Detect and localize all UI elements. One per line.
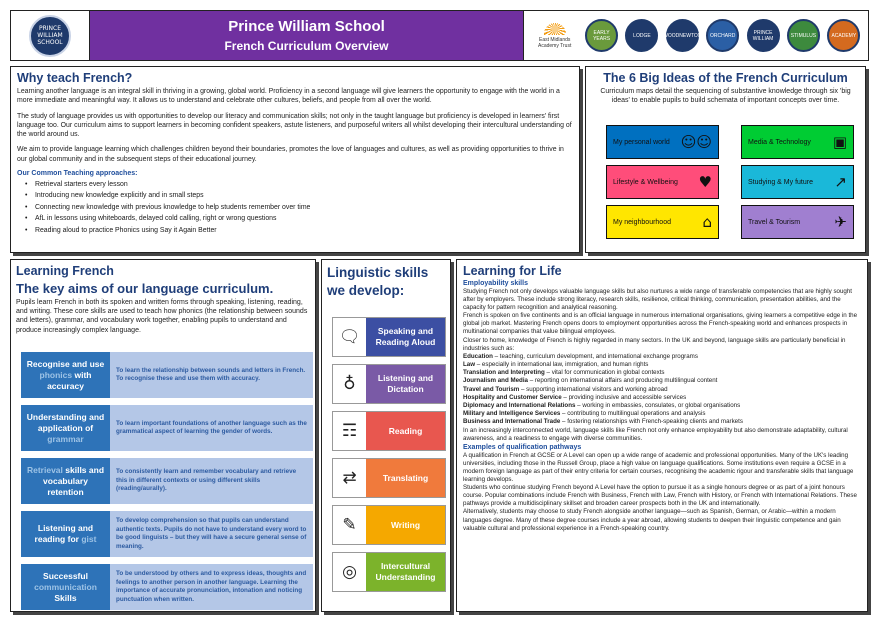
approach-item: • Connecting new knowledge with previous knowledge to help students remember over time xyxy=(35,202,573,213)
career-description: – providing inclusive and accessible services xyxy=(561,393,687,401)
linguistic-skills-panel xyxy=(321,259,451,612)
big-idea-label: Studying & My future xyxy=(748,178,813,186)
learning-title: Learning French xyxy=(16,264,114,278)
header-title-block xyxy=(90,11,523,60)
why-paragraph-2: The study of language provides us with opportunities to develop our literacy and communication skills; not only in the taught language but proficiency is developed in learners' first language too. Our curriculum aims to support learners in becoming confident speakers, astute listeners, and purposeful writers all whilst developing their intercultural understanding of the world around us. xyxy=(17,112,572,139)
partner-school-badge-icon xyxy=(706,19,739,52)
key-aim-post: skills and vocabulary retention xyxy=(43,464,105,497)
globe-icon: ◎ xyxy=(333,553,366,591)
partner-school-badge-icon xyxy=(585,19,618,52)
key-aim-heading xyxy=(21,405,110,451)
book-reader-icon: ☶ xyxy=(333,412,366,450)
key-aim-heading xyxy=(21,511,110,557)
qualification-paragraph-3: Alternatively, students may choose to study French alongside another language—such as Spanish, German, or Arabic—within a modern languages degree. Many of these degree courses include a year abroad, allowing students to deepen their linguistic competence and gain valuable cultural and professional experience in a French-speaking country. xyxy=(463,508,841,532)
big-idea-card xyxy=(741,165,854,199)
partner-badge-label: STIMULUS xyxy=(790,32,817,39)
key-aim-row xyxy=(21,458,313,504)
key-aim-heading xyxy=(21,458,110,504)
big-ideas-grid xyxy=(606,125,854,239)
translate-icon: ⇄ xyxy=(333,459,366,497)
header-banner xyxy=(10,10,869,61)
partner-badge-label: LODGE xyxy=(633,32,651,39)
trust-logo xyxy=(532,23,578,49)
big-idea-label: My personal world xyxy=(613,138,670,146)
partner-badge-label: WOODNEWTON xyxy=(663,32,702,39)
learning-french-panel xyxy=(10,259,316,612)
career-item xyxy=(463,353,861,361)
key-aim-highlight: grammar xyxy=(47,433,84,444)
career-name: Education xyxy=(463,352,493,360)
life-title: Learning for Life xyxy=(463,264,562,278)
skill-card xyxy=(332,458,446,498)
partner-badge-label: EARLY YEARS xyxy=(593,29,611,42)
skill-card xyxy=(332,505,446,545)
big-ideas-panel xyxy=(585,66,866,253)
why-paragraph-1: Learning another language is an integral skill in thriving in a growing, global world. Proficiency in a second language will give learners the opportunity to engage with the world in a more immediate and meaningful way. It allows us to understand and celebrate other cultures, beliefs, and people from all over the world. xyxy=(17,88,560,105)
key-aim-heading-text xyxy=(25,359,106,392)
big-idea-card xyxy=(606,165,719,199)
plane-icon: ✈ xyxy=(834,213,847,231)
career-name: Diplomacy and International Relations xyxy=(463,401,576,409)
why-teach-french-panel xyxy=(10,66,580,253)
skill-label: Speaking and Reading Aloud xyxy=(366,318,445,356)
page-subtitle: French Curriculum Overview xyxy=(224,38,389,53)
big-idea-label: Lifestyle & Wellbeing xyxy=(613,178,678,186)
career-item xyxy=(463,361,861,369)
people-icon: ☺☺ xyxy=(680,133,712,151)
key-aim-description: To learn important foundations of another language such as the grammatical aspect of learning the gender of words. xyxy=(110,405,313,451)
career-name: Law xyxy=(463,360,476,368)
key-aim-row xyxy=(21,352,313,398)
career-item xyxy=(463,410,861,418)
approach-item: • Retrieval starters every lesson xyxy=(35,179,573,190)
career-description: – teaching, curriculum development, and international exchange programs xyxy=(492,352,698,360)
career-name: Travel and Tourism xyxy=(463,385,520,393)
crest-label: PRINCE WILLIAM SCHOOL xyxy=(37,25,63,46)
learning-subtitle: The key aims of our language curriculum. xyxy=(16,281,274,296)
approach-item: • AfL in lessons using whiteboards, delayed cold calling, right or wrong questions xyxy=(35,213,573,224)
career-item xyxy=(463,402,861,410)
key-aim-pre: Listening and reading for xyxy=(34,523,94,544)
big-ideas-title: The 6 Big Ideas of the French Curriculum xyxy=(603,71,848,85)
skill-label: Writing xyxy=(366,506,445,544)
career-description: – reporting on international affairs and producing multilingual content xyxy=(527,377,718,385)
big-ideas-intro: Curriculum maps detail the sequencing of substantive knowledge through six 'big ideas' to enable pupils to build schemata of important concepts over time. xyxy=(600,88,851,104)
key-aim-row xyxy=(21,511,313,557)
career-name: Hospitality and Customer Service xyxy=(463,393,562,401)
qualification-title: Examples of qualification pathways xyxy=(463,443,582,451)
skill-card xyxy=(332,552,446,592)
pencil-icon: ✎ xyxy=(333,506,366,544)
qualification-paragraph-2: Students who continue studying French beyond A Level have the option to pursue it as a single honours degree or as part of a joint honours course. Popular combinations include French with Business, French with Law, French with History, or French with International Relations. These pathways provide a multidisciplinary skillset and broaden career prospects both in the UK and internationally. xyxy=(463,484,857,508)
career-description: – especially in international law, immigration, and human rights xyxy=(475,360,649,368)
key-aim-pre: Recognise and use xyxy=(26,358,105,369)
partner-school-badge-icon xyxy=(827,19,860,52)
big-idea-card xyxy=(741,205,854,239)
learning-for-life-panel xyxy=(456,259,868,612)
partner-school-badge-icon xyxy=(625,19,658,52)
ear-icon: ♁ xyxy=(333,365,366,403)
partner-badge-label: PRINCE WILLIAM xyxy=(752,29,774,42)
key-aim-heading-text xyxy=(25,523,106,545)
key-aim-highlight: Retrieval xyxy=(26,464,63,475)
employability-title: Employability skills xyxy=(463,280,528,287)
why-title: Why teach French? xyxy=(17,71,133,85)
key-aim-highlight: communication xyxy=(34,581,97,592)
key-aim-heading xyxy=(21,564,110,610)
skill-card xyxy=(332,317,446,357)
career-name: Translation and Interpreting xyxy=(463,369,545,377)
skill-card xyxy=(332,411,446,451)
approach-item: • Reading aloud to practice Phonics using Say it Again Better xyxy=(35,225,573,236)
big-idea-label: My neighbourhood xyxy=(613,218,671,226)
devices-icon: ▣ xyxy=(832,133,847,151)
partner-school-badge-icon xyxy=(787,19,820,52)
career-item xyxy=(463,386,861,394)
career-list xyxy=(463,353,861,427)
skill-label: Intercultural Understanding xyxy=(366,553,445,591)
career-item xyxy=(463,394,861,402)
skills-title: Linguistic skills we develop: xyxy=(327,265,429,298)
skill-label: Translating xyxy=(366,459,445,497)
employability-paragraph-3: Closer to home, knowledge of French is highly regarded in many sectors. In the UK and beyond, language skills are particularly beneficial in industries such as: xyxy=(463,336,846,352)
big-idea-card xyxy=(606,125,719,159)
key-aim-description: To be understood by others and to express ideas, thoughts and feelings to another person in another language. Learning the importance of accurate pronunciation, intonation and noticing punctuation when written. xyxy=(110,564,313,610)
career-description: – working in embassies, consulates, or global organisations xyxy=(575,401,741,409)
big-idea-label: Media & Technology xyxy=(748,138,811,146)
key-aim-heading-text xyxy=(25,465,106,498)
trust-name: East Midlands Academy Trust xyxy=(538,36,572,49)
key-aims-list xyxy=(21,352,313,617)
big-idea-card xyxy=(606,205,719,239)
career-name: Business and International Trade xyxy=(463,418,561,426)
partner-badge-label: ACADEMY xyxy=(831,32,857,39)
career-name: Journalism and Media xyxy=(463,377,528,385)
wellbeing-icon: ♥ xyxy=(698,173,712,191)
key-aim-row xyxy=(21,564,313,610)
partner-logos xyxy=(523,11,868,60)
approaches-list xyxy=(17,179,573,236)
key-aim-description: To develop comprehension so that pupils can understand authentic texts. Pupils do not have to understand every word to be good linguists – but they will have a secure general sense of meaning. xyxy=(110,511,313,557)
key-aim-highlight: gist xyxy=(81,534,97,544)
big-idea-label: Travel & Tourism xyxy=(748,218,801,226)
partner-school-badge-icon xyxy=(663,19,702,52)
key-aim-post: Skills xyxy=(54,592,77,603)
school-crest-icon xyxy=(29,15,71,57)
career-description: – fostering relationships with French-speaking clients and markets xyxy=(560,418,743,426)
career-item xyxy=(463,418,861,426)
partner-badge-label: ORCHARD xyxy=(710,32,736,39)
key-aim-row xyxy=(21,405,313,451)
key-aim-highlight: phonics xyxy=(39,369,73,380)
why-paragraph-3: We aim to provide language learning which challenges children beyond their boundaries, promotes the love of languages and cultures, as well as providing opportunities to thrive in our global community and in the subsequent steps of their educational journey. xyxy=(17,146,564,163)
key-aim-pre: Understanding and application of xyxy=(26,411,105,433)
employability-paragraph-1: Studying French not only develops valuable language skills but also nurtures a wide range of transferable competencies that are highly sought after by employers. These include strong literacy, research skills, resilience, critical thinking, communication, presentation abilities, and the capacity for pattern recognition and analytical reasoning. xyxy=(463,288,853,312)
career-item xyxy=(463,369,861,377)
skill-label: Listening and Dictation xyxy=(366,365,445,403)
key-aim-heading-text xyxy=(25,571,106,604)
key-aim-pre: Successful xyxy=(43,570,88,581)
approaches-title: Our Common Teaching approaches: xyxy=(17,170,138,178)
sunburst-icon xyxy=(544,23,566,35)
skills-list xyxy=(332,317,446,599)
big-idea-card xyxy=(741,125,854,159)
career-description: – contributing to multilingual operations and analysis xyxy=(560,410,706,418)
key-aim-post: with accuracy xyxy=(47,369,92,391)
career-description: – supporting international visitors and working abroad xyxy=(519,385,668,393)
key-aim-description: To consistently learn and remember vocabulary and retrieve this in different contexts or using different skills (reading/aurally). xyxy=(110,458,313,504)
growth-icon: ↗ xyxy=(834,173,847,191)
skill-label: Reading xyxy=(366,412,445,450)
key-aim-heading xyxy=(21,352,110,398)
learning-intro: Pupils learn French in both its spoken and written forms through speaking, listening, reading, and writing. These core skills are used to teach how phonics (the relationship between sounds and letters), grammar, and vocabulary work together, enabling pupils to understand and produce increasingly complex language. xyxy=(16,299,308,334)
house-icon: ⌂ xyxy=(702,213,712,231)
career-item xyxy=(463,377,861,385)
key-aim-heading-text xyxy=(25,412,106,445)
career-description: – vital for communication in global contexts xyxy=(544,369,665,377)
qualification-paragraph-1: A qualification in French at GCSE or A Level can open up a wide range of academic and professional opportunities. Many of the UK's leading universities, including those in the Russell Group, place a high value on language qualifications. Some institutions even require a GCSE in a modern foreign language as part of their entry criteria for certain courses, recognising the academic rigour and transferable skills that language learning develops. xyxy=(463,451,854,484)
skill-card xyxy=(332,364,446,404)
approach-item: • Introducing new knowledge explicitly and in small steps xyxy=(35,190,573,201)
career-name: Military and Intelligence Services xyxy=(463,410,561,418)
partner-school-badge-icon xyxy=(747,19,780,52)
employability-paragraph-4: In an increasingly interconnected world, language skills like French not only enhance employability but also demonstrate adaptability, cultural awareness, and a readiness to engage with diverse communities. xyxy=(463,426,848,442)
school-name: Prince William School xyxy=(228,17,385,35)
key-aim-description: To learn the relationship between sounds and letters in French. To recognise these and use them with accuracy. xyxy=(110,352,313,398)
school-crest-area xyxy=(11,11,90,60)
employability-paragraph-2: French is spoken on five continents and is an official language in numerous international organisations, giving learners a competitive edge in the global job market. Mastering French opens doors to employment opportunities across the French-speaking world and enhances prospects in multinational companies that value bilingual employees. xyxy=(463,312,858,336)
speech-icon: 🗨 xyxy=(333,318,366,356)
